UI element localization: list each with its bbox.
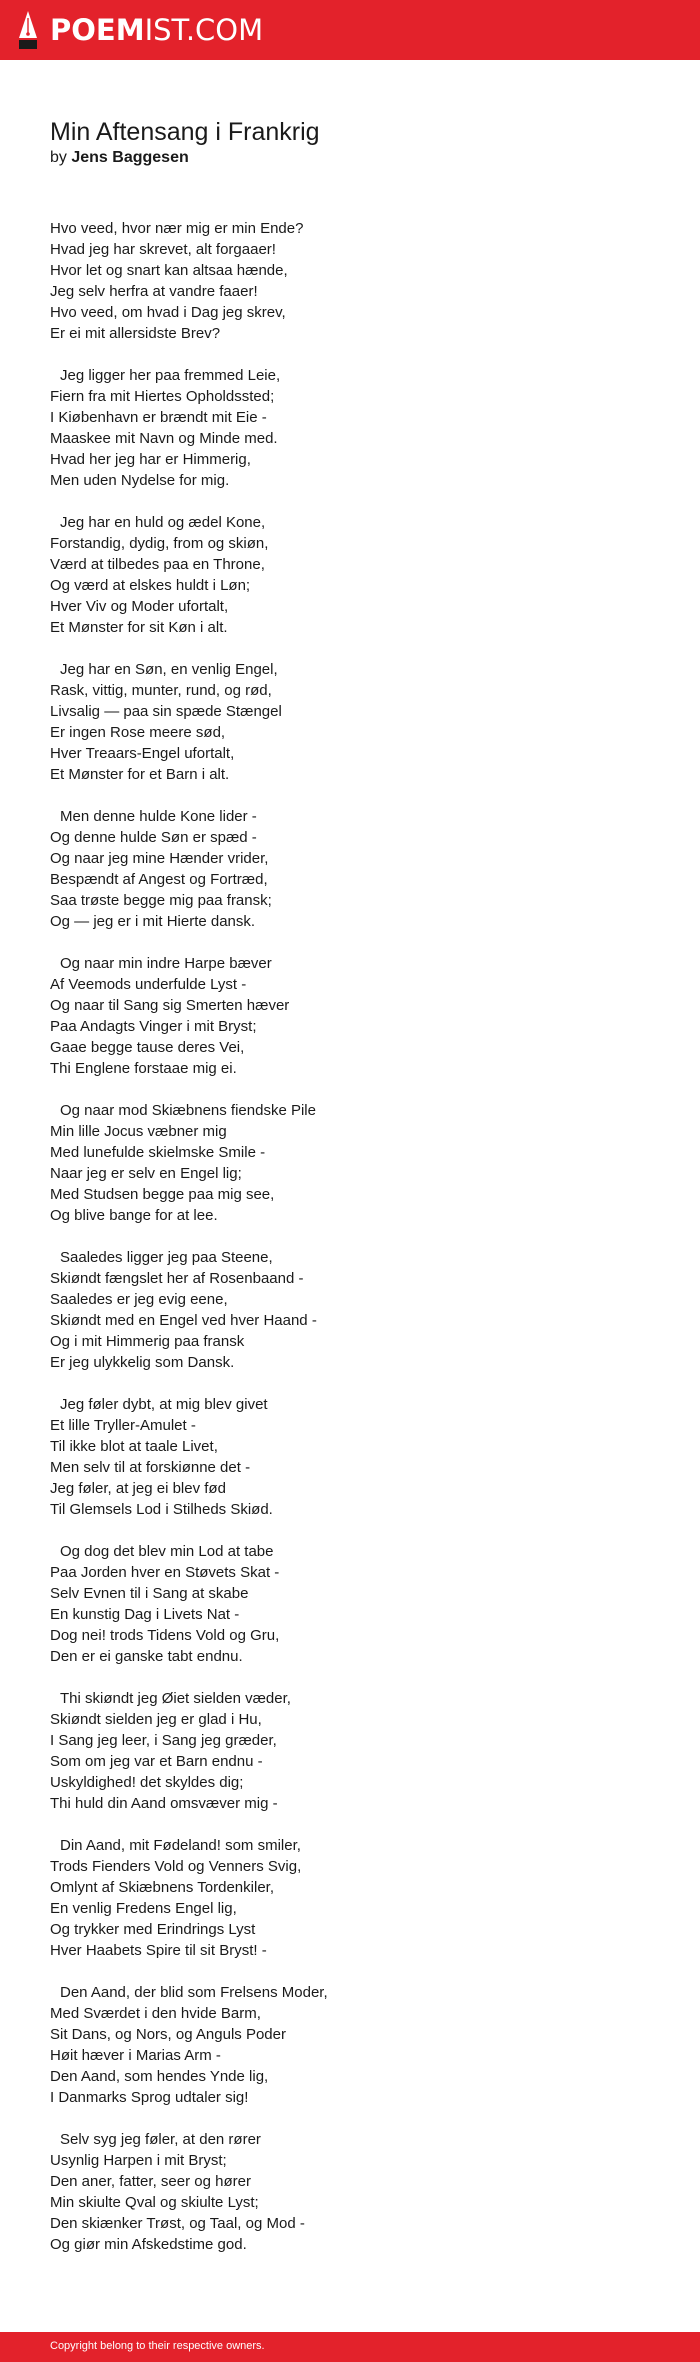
poem-line: Paa Andagts Vinger i mit Bryst; xyxy=(50,1018,257,1035)
poem-line: Jeg ligger her paa fremmed Leie, xyxy=(60,367,281,384)
stanza xyxy=(50,1541,650,1667)
poem-line: Paa Jorden hver en Støvets Skat - xyxy=(50,1564,280,1581)
poem-line: I Sang jeg leer, i Sang jeg græder, xyxy=(50,1732,277,1749)
poem-line: Med Studsen begge paa mig see, xyxy=(50,1186,275,1203)
poem-line: Bespændt af Angest og Fortræd, xyxy=(50,871,268,888)
stanza xyxy=(50,953,650,1079)
poem-line: Og blive bange for at lee. xyxy=(50,1207,218,1224)
poem-line: Et Mønster for sit Køn i alt. xyxy=(50,619,228,636)
poem-line: Og naar min indre Harpe bæver xyxy=(60,955,272,972)
poem-line: Jeg selv herfra at vandre faaer! xyxy=(50,283,258,300)
poem-line: Er jeg ulykkelig som Dansk. xyxy=(50,1354,235,1371)
poem-line: Din Aand, mit Fødeland! som smiler, xyxy=(60,1837,301,1854)
stanza xyxy=(50,659,650,785)
stanza xyxy=(50,2129,650,2255)
poem-line: Rask, vittig, munter, rund, og rød, xyxy=(50,682,272,699)
poem-line: Fiern fra mit Hiertes Opholdssted; xyxy=(50,388,275,405)
poem-line: Skiøndt med en Engel ved hver Haand - xyxy=(50,1312,317,1329)
copyright-text: Copyright belong to their respective owners. xyxy=(50,2340,265,2352)
poem-line: Den aner, fatter, seer og hører xyxy=(50,2173,251,2190)
poem-line: Usynlig Harpen i mit Bryst; xyxy=(50,2152,227,2169)
byline xyxy=(50,147,189,169)
poem-line: Naar jeg er selv en Engel lig; xyxy=(50,1165,242,1182)
poem-line: Til ikke blot at taale Livet, xyxy=(50,1438,218,1455)
poem-line: Hvad her jeg har er Himmerig, xyxy=(50,451,251,468)
by-label: by xyxy=(50,149,67,166)
poem-line: Og dog det blev min Lod at tabe xyxy=(60,1543,274,1560)
poem-line: Med lunefulde skielmske Smile - xyxy=(50,1144,266,1161)
poem-line: Hvo veed, hvor nær mig er min Ende? xyxy=(50,220,304,237)
poem-line: En kunstig Dag i Livets Nat - xyxy=(50,1606,240,1623)
stanza xyxy=(50,1394,650,1520)
poem-line: Trods Fienders Vold og Venners Svig, xyxy=(50,1858,302,1875)
poem-line: Og denne hulde Søn er spæd - xyxy=(50,829,257,846)
stanza xyxy=(50,365,650,491)
poem-line: Thi huld din Aand omsvæver mig - xyxy=(50,1795,278,1812)
stanza xyxy=(50,1247,650,1373)
pen-nib-icon xyxy=(18,10,38,50)
logo-bold: POEM xyxy=(50,13,145,47)
poem-line: Og værd at elskes huldt i Løn; xyxy=(50,577,251,594)
poem-line: Skiøndt sielden jeg er glad i Hu, xyxy=(50,1711,262,1728)
poem-line: Gaae begge tause deres Vei, xyxy=(50,1039,245,1056)
poem-line: I Kiøbenhavn er brændt mit Eie - xyxy=(50,409,267,426)
poem-line: Jeg føler dybt, at mig blev givet xyxy=(60,1396,268,1413)
poem-line: Af Veemods underfulde Lyst - xyxy=(50,976,247,993)
poem-line: Og naar jeg mine Hænder vrider, xyxy=(50,850,269,867)
poem-line: Værd at tilbedes paa en Throne, xyxy=(50,556,265,573)
poem-line: Men uden Nydelse for mig. xyxy=(50,472,230,489)
author-name: Jens Baggesen xyxy=(71,149,189,166)
poem-line: Og naar til Sang sig Smerten hæver xyxy=(50,997,290,1014)
poem-line: Jeg har en huld og ædel Kone, xyxy=(60,514,266,531)
poem-line: Jeg har en Søn, en venlig Engel, xyxy=(60,661,278,678)
stanza xyxy=(50,806,650,932)
stanza xyxy=(50,1100,650,1226)
poem-line: Og naar mod Skiæbnens fiendske Pile xyxy=(60,1102,316,1119)
poem-line: Og trykker med Erindrings Lyst xyxy=(50,1921,256,1938)
poem-line: Et lille Tryller-Amulet - xyxy=(50,1417,196,1434)
poem-line: Forstandig, dydig, from og skiøn, xyxy=(50,535,269,552)
poem-title: Min Aftensang i Frankrig xyxy=(50,118,320,146)
stanza xyxy=(50,1835,650,1961)
poem-line: Thi skiøndt jeg Øiet sielden væder, xyxy=(60,1690,291,1707)
poem-line: Er ei mit allersidste Brev? xyxy=(50,325,221,342)
poem-line: Men denne hulde Kone lider - xyxy=(60,808,257,825)
poem-line: Høit hæver i Marias Arm - xyxy=(50,2047,221,2064)
logo-wordmark xyxy=(50,13,263,47)
stanza xyxy=(50,1982,650,2108)
poem-line: Saa trøste begge mig paa fransk; xyxy=(50,892,272,909)
poem-line: En venlig Fredens Engel lig, xyxy=(50,1900,237,1917)
poem-line: Sit Dans, og Nors, og Anguls Poder xyxy=(50,2026,286,2043)
poem-line: Hvor let og snart kan altsaa hænde, xyxy=(50,262,288,279)
poem-line: Til Glemsels Lod i Stilheds Skiød. xyxy=(50,1501,273,1518)
poem-line: Og i mit Himmerig paa fransk xyxy=(50,1333,245,1350)
poem-line: Maaskee mit Navn og Minde med. xyxy=(50,430,278,447)
poem-line: Min skiulte Qval og skiulte Lyst; xyxy=(50,2194,259,2211)
poem-line: Selv syg jeg føler, at den rører xyxy=(60,2131,261,2148)
poem-line: Men selv til at forskiønne det - xyxy=(50,1459,251,1476)
poem-line: Med Sværdet i den hvide Barm, xyxy=(50,2005,261,2022)
poem-line: Hver Viv og Moder ufortalt, xyxy=(50,598,229,615)
site-logo-link[interactable] xyxy=(18,9,263,51)
poem-line: Jeg føler, at jeg ei blev fød xyxy=(50,1480,226,1497)
poem-line: Og — jeg er i mit Hierte dansk. xyxy=(50,913,256,930)
poem-line: Selv Evnen til i Sang at skabe xyxy=(50,1585,249,1602)
poem-line: Hver Treaars-Engel ufortalt, xyxy=(50,745,235,762)
stanza xyxy=(50,218,650,344)
poem-line: Saaledes er jeg evig eene, xyxy=(50,1291,228,1308)
poem-line: Er ingen Rose meere sød, xyxy=(50,724,226,741)
poem-line: Saaledes ligger jeg paa Steene, xyxy=(60,1249,273,1266)
poem-line: Skiøndt fængslet her af Rosenbaand - xyxy=(50,1270,304,1287)
poem-line: Den skiænker Trøst, og Taal, og Mod - xyxy=(50,2215,305,2232)
logo-light: IST.COM xyxy=(144,13,264,47)
site-header xyxy=(0,0,700,60)
poem-line: Thi Englene forstaae mig ei. xyxy=(50,1060,237,1077)
poem-line: Min lille Jocus væbner mig xyxy=(50,1123,227,1140)
site-footer xyxy=(0,2332,700,2362)
poem-line: I Danmarks Sprog udtaler sig! xyxy=(50,2089,249,2106)
poem-line: Omlynt af Skiæbnens Tordenkiler, xyxy=(50,1879,274,1896)
poem-line: Den er ei ganske tabt endnu. xyxy=(50,1648,243,1665)
poem-line: Livsalig — paa sin spæde Stængel xyxy=(50,703,282,720)
poem-line: Et Mønster for et Barn i alt. xyxy=(50,766,230,783)
stanza xyxy=(50,1688,650,1814)
poem-line: Dog nei! trods Tidens Vold og Gru, xyxy=(50,1627,280,1644)
poem-body xyxy=(50,218,650,2276)
poem-line: Hvo veed, om hvad i Dag jeg skrev, xyxy=(50,304,286,321)
poem-line: Den Aand, der blid som Frelsens Moder, xyxy=(60,1984,328,2001)
stanza xyxy=(50,512,650,638)
poem-line: Og giør min Afskedstime god. xyxy=(50,2236,247,2253)
poem-line: Hver Haabets Spire til sit Bryst! - xyxy=(50,1942,267,1959)
poem-line: Uskyldighed! det skyldes dig; xyxy=(50,1774,244,1791)
poem-line: Hvad jeg har skrevet, alt forgaaer! xyxy=(50,241,276,258)
poem-line: Den Aand, som hendes Ynde lig, xyxy=(50,2068,269,2085)
poem-line: Som om jeg var et Barn endnu - xyxy=(50,1753,263,1770)
